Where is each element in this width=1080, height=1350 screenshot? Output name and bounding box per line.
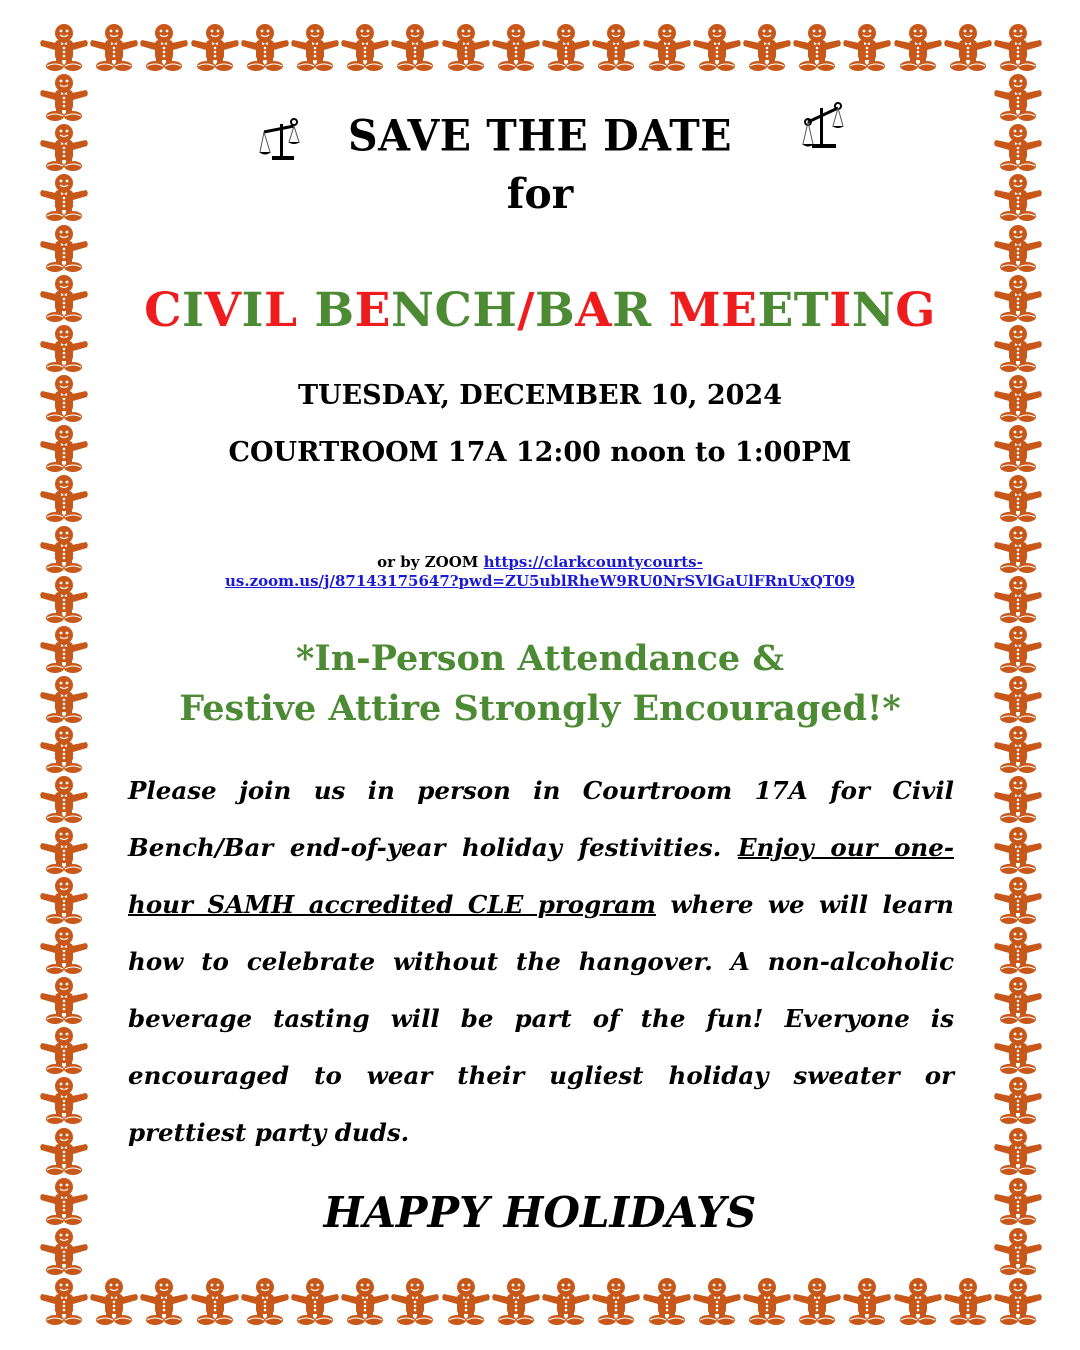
for-line: for <box>506 170 574 218</box>
gingerbread-man-icon <box>38 1176 90 1228</box>
gingerbread-man-icon <box>38 925 90 977</box>
gingerbread-man-icon <box>992 774 1044 826</box>
gingerbread-man-icon <box>38 223 90 275</box>
gingerbread-man-icon <box>38 524 90 576</box>
gingerbread-man-icon <box>138 22 190 74</box>
gingerbread-man-icon <box>992 373 1044 425</box>
gingerbread-man-icon <box>942 1276 994 1328</box>
gingerbread-man-icon <box>38 373 90 425</box>
zoom-link-line1[interactable]: https://clarkcountycourts- <box>483 553 703 571</box>
gingerbread-man-icon <box>992 122 1044 174</box>
gingerbread-man-icon <box>791 1276 843 1328</box>
gingerbread-man-icon <box>691 22 743 74</box>
gingerbread-man-icon <box>641 1276 693 1328</box>
gingerbread-man-icon <box>590 22 642 74</box>
gingerbread-man-icon <box>992 925 1044 977</box>
gingerbread-man-icon <box>992 875 1044 927</box>
gingerbread-man-icon <box>289 1276 341 1328</box>
gingerbread-man-icon <box>841 1276 893 1328</box>
gingerbread-man-icon <box>942 22 994 74</box>
gingerbread-man-icon <box>38 72 90 124</box>
gingerbread-man-icon <box>189 22 241 74</box>
gingerbread-man-icon <box>992 1176 1044 1228</box>
gingerbread-man-icon <box>992 975 1044 1027</box>
gingerbread-man-icon <box>992 574 1044 626</box>
save-the-date-heading: SAVE THE DATE <box>348 110 732 162</box>
gingerbread-man-icon <box>38 574 90 626</box>
gingerbread-man-icon <box>339 1276 391 1328</box>
gingerbread-man-icon <box>38 1226 90 1278</box>
zoom-link[interactable] <box>225 553 855 590</box>
attendance-line-1: *In-Person Attendance & <box>296 638 784 679</box>
gingerbread-man-icon <box>741 1276 793 1328</box>
cle-program-note: Enjoy our one-hour SAMH accredited CLE program <box>128 833 954 919</box>
gingerbread-man-icon <box>38 1126 90 1178</box>
gingerbread-man-icon <box>189 1276 241 1328</box>
gingerbread-man-icon <box>38 774 90 826</box>
gingerbread-man-icon <box>841 22 893 74</box>
gingerbread-man-icon <box>540 1276 592 1328</box>
gingerbread-man-icon <box>791 22 843 74</box>
gingerbread-man-icon <box>88 22 140 74</box>
gingerbread-man-icon <box>389 1276 441 1328</box>
gingerbread-man-icon <box>992 1276 1044 1328</box>
gingerbread-man-icon <box>992 724 1044 776</box>
gingerbread-man-icon <box>38 323 90 375</box>
gingerbread-man-icon <box>38 1075 90 1127</box>
gingerbread-man-icon <box>992 825 1044 877</box>
gingerbread-man-icon <box>892 1276 944 1328</box>
attendance-note <box>120 634 960 734</box>
gingerbread-man-icon <box>992 624 1044 676</box>
zoom-info <box>120 553 960 591</box>
gingerbread-man-icon <box>339 22 391 74</box>
gingerbread-man-icon <box>389 22 441 74</box>
gingerbread-man-icon <box>992 172 1044 224</box>
gingerbread-man-icon <box>992 22 1044 74</box>
zoom-prefix: or by ZOOM <box>377 553 484 571</box>
gingerbread-man-icon <box>641 22 693 74</box>
gingerbread-man-icon <box>992 273 1044 325</box>
gingerbread-man-icon <box>38 875 90 927</box>
meeting-title: CIVIL BENCH/BAR MEETING <box>144 283 936 338</box>
save-the-date-heading-row <box>120 112 960 160</box>
gingerbread-man-icon <box>38 423 90 475</box>
gingerbread-man-icon <box>691 1276 743 1328</box>
gingerbread-man-icon <box>239 22 291 74</box>
event-date: TUESDAY, DECEMBER 10, 2024 <box>297 380 783 411</box>
gingerbread-man-icon <box>38 22 90 74</box>
gingerbread-man-icon <box>992 1126 1044 1178</box>
gingerbread-man-icon <box>38 825 90 877</box>
gingerbread-man-icon <box>38 724 90 776</box>
gingerbread-man-icon <box>38 1276 90 1328</box>
gingerbread-man-icon <box>440 22 492 74</box>
gingerbread-man-icon <box>38 122 90 174</box>
gingerbread-man-icon <box>992 72 1044 124</box>
gingerbread-man-icon <box>38 975 90 1027</box>
description-part-1: Please join us in person in Courtroom 17A for Civil Bench/Bar end-of-year holiday festivities. <box>128 776 954 862</box>
gingerbread-man-icon <box>38 674 90 726</box>
gingerbread-man-icon <box>992 1025 1044 1077</box>
gingerbread-man-icon <box>38 1025 90 1077</box>
gingerbread-man-icon <box>38 172 90 224</box>
gingerbread-man-icon <box>992 423 1044 475</box>
gingerbread-man-icon <box>892 22 944 74</box>
gingerbread-man-icon <box>138 1276 190 1328</box>
gingerbread-man-icon <box>992 223 1044 275</box>
gingerbread-man-icon <box>38 624 90 676</box>
gingerbread-man-icon <box>992 1226 1044 1278</box>
zoom-link-line2[interactable]: us.zoom.us/j/87143175647?pwd=ZU5ublRheW9RU0NrSVlGaUlFRnUxQT09 <box>225 572 855 590</box>
gingerbread-man-icon <box>741 22 793 74</box>
gingerbread-man-icon <box>992 674 1044 726</box>
gingerbread-man-icon <box>992 524 1044 576</box>
event-location-time: COURTROOM 17A 12:00 noon to 1:00PM <box>228 437 852 468</box>
happy-holidays-closing: HAPPY HOLIDAYS <box>323 1188 757 1237</box>
gingerbread-man-icon <box>590 1276 642 1328</box>
gingerbread-man-icon <box>992 1075 1044 1127</box>
gingerbread-man-icon <box>38 473 90 525</box>
gingerbread-man-icon <box>992 473 1044 525</box>
gingerbread-man-icon <box>239 1276 291 1328</box>
gingerbread-man-icon <box>540 22 592 74</box>
event-description <box>128 762 954 1161</box>
gingerbread-man-icon <box>88 1276 140 1328</box>
gingerbread-man-icon <box>992 323 1044 375</box>
attendance-line-2: Festive Attire Strongly Encouraged!* <box>179 688 901 729</box>
gingerbread-man-icon <box>490 1276 542 1328</box>
gingerbread-man-icon <box>38 273 90 325</box>
gingerbread-man-icon <box>440 1276 492 1328</box>
gingerbread-man-icon <box>490 22 542 74</box>
description-part-2: where we will learn how to celebrate without the hangover. A non-alcoholic beverage tasting will be part of the fun! Everyone is encouraged to wear their ugliest holiday sweater or prettiest party duds. <box>128 890 954 1147</box>
gingerbread-man-icon <box>289 22 341 74</box>
